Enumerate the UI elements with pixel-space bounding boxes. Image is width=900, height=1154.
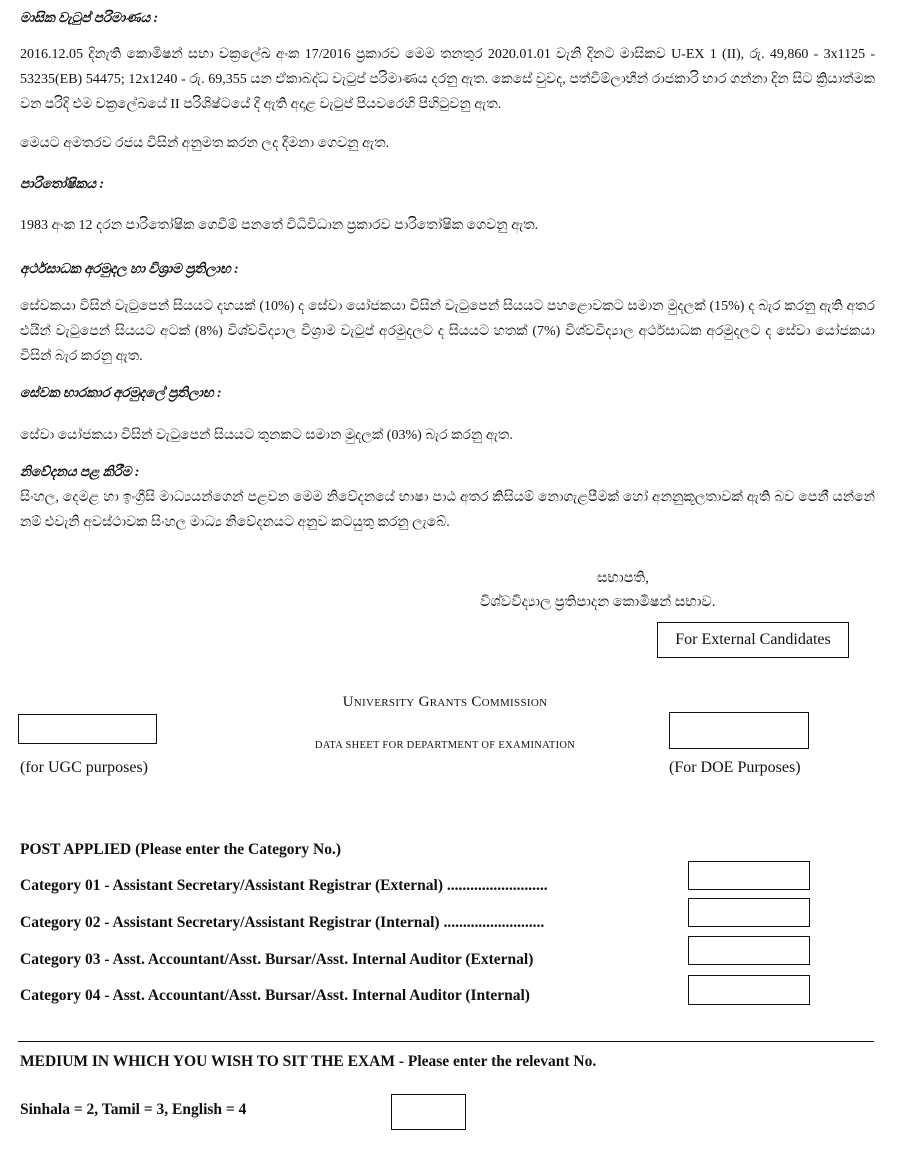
category-02-box[interactable]	[688, 898, 810, 927]
external-candidates-box: For External Candidates	[657, 622, 849, 658]
provident-paragraph: සේවකයා විසින් වැටුපෙන් සියයට දහයක් (10%) ද සේවා යෝජකයා විසින් වැටුපෙන් සියයට පහළොවකට සමාන මුදලක් (15%) ද බැර කරනු ඇති අතර එයින් වැටුපෙන් සියයට අටක් (8%) විශ්වවිද්‍යාල විශ්‍රාම වැටුප් අරමුදලට ද සියයට හතක් (7%) විශ්වවිද්‍යාල අර්ථසාධක අරමුදලට ද සේවා යෝජකයා විසින් බැර කරනු ඇත.	[20, 299, 875, 364]
trust-paragraph: සේවා යෝජකයා විසින් වැටුපෙන් සියයට තුනකට සමාන මුදලක් (03%) බැර කරනු ඇත.	[20, 428, 513, 443]
gratuity-paragraph: 1983 අංක 12 දරන පාරිතෝෂික ගෙවීම් පනතේ විධිවිධාන ප්‍රකාරව පාරිතෝෂික ගෙවනු ඇත.	[20, 218, 539, 233]
allowance-paragraph: මෙයට අමතරව රජය විසින් අනුමත කරන ලද දීමනා ගෙවනු ඇත.	[20, 136, 390, 151]
category-03-box[interactable]	[688, 936, 810, 965]
gratuity-heading: පාරිතෝෂිකය :	[20, 176, 105, 191]
post-applied-heading: POST APPLIED (Please enter the Category No.)	[20, 841, 342, 858]
notice-heading: නිවේදනය පළ කිරීම :	[20, 464, 140, 479]
category-03-label: Category 03 - Asst. Accountant/Asst. Bursar/Asst. Internal Auditor (External)	[20, 951, 534, 968]
category-02-label: Category 02 - Assistant Secretary/Assistant Registrar (Internal) ..........................	[20, 914, 545, 931]
org-title: University Grants Commission	[342, 694, 548, 710]
signature-organization: විශ්වවිද්‍යාල ප්‍රතිපාදන කොමිෂන් සභාව.	[480, 594, 716, 610]
salary-paragraph: 2016.12.05 දිනැති කොමිෂන් සභා චක්‍රලේඛ අංක 17/2016 ප්‍රකාරව මෙම තනතුර 2020.01.01 වැනි දිනට මාසිකව U-EX 1 (II), රු. 49,860 - 3x1125 - 53235(EB) 54475; 12x1240 - රු. 69,355 යන ඒකාබද්ධ වැටුප් පරිමාණය දරනු ඇත. කෙසේ වුවද, පත්වීම්ලාභීන් රාජකාරි භාර ගන්නා දින සිට ක්‍රියාත්මක වන පරිදි එම චක්‍රලේඛයේ II පරිශිෂ්ටයේ දී ඇති අදාළ වැටුප් පියවරෙහි පිහිටුවනු ඇත.	[20, 47, 875, 112]
category-04-label: Category 04 - Asst. Accountant/Asst. Bursar/Asst. Internal Auditor (Internal)	[20, 987, 530, 1004]
salary-heading: මාසික වැටුප් පරිමාණය :	[20, 10, 159, 25]
ugc-purposes-box[interactable]	[18, 714, 157, 744]
datasheet-title: DATA SHEET FOR DEPARTMENT OF EXAMINATION	[314, 740, 576, 751]
category-04-box[interactable]	[688, 975, 810, 1005]
signature-title: සභාපති,	[597, 570, 649, 586]
ugc-purposes-label: (for UGC purposes)	[20, 759, 148, 776]
doe-purposes-label: (For DOE Purposes)	[669, 759, 801, 776]
notice-paragraph: සිංහල, දෙමළ හා ඉංග්‍රීසි මාධ්‍යයන්ගෙන් පළවන මෙම නිවේදනයේ භාෂා පාඨ අතර කිසියම් නොගැළපීමක් හෝ අනනුකූලතාවක් ඇති බව පෙනී යන්නේ නම් එවැනි අවස්ථාවක සිංහල මාධ්‍ය නිවේදනයට අනුව කටයුතු කරනු ලැබේ.	[20, 490, 875, 530]
medium-heading: MEDIUM IN WHICH YOU WISH TO SIT THE EXAM - Please enter the relevant No.	[20, 1053, 597, 1070]
doe-purposes-box[interactable]	[669, 712, 809, 749]
section-divider	[18, 1041, 874, 1042]
category-01-box[interactable]	[688, 861, 810, 890]
provident-heading: අර්ථසාධක අරමුදල හා විශ්‍රාම ප්‍රතිලාභ :	[20, 261, 239, 276]
category-01-label: Category 01 - Assistant Secretary/Assistant Registrar (External) ..........................	[20, 877, 548, 894]
medium-options-label: Sinhala = 2, Tamil = 3, English = 4	[20, 1101, 247, 1118]
medium-entry-box[interactable]	[391, 1094, 466, 1130]
trust-heading: සේවක භාරකාර අරමුදලේ ප්‍රතිලාභ :	[20, 385, 222, 400]
